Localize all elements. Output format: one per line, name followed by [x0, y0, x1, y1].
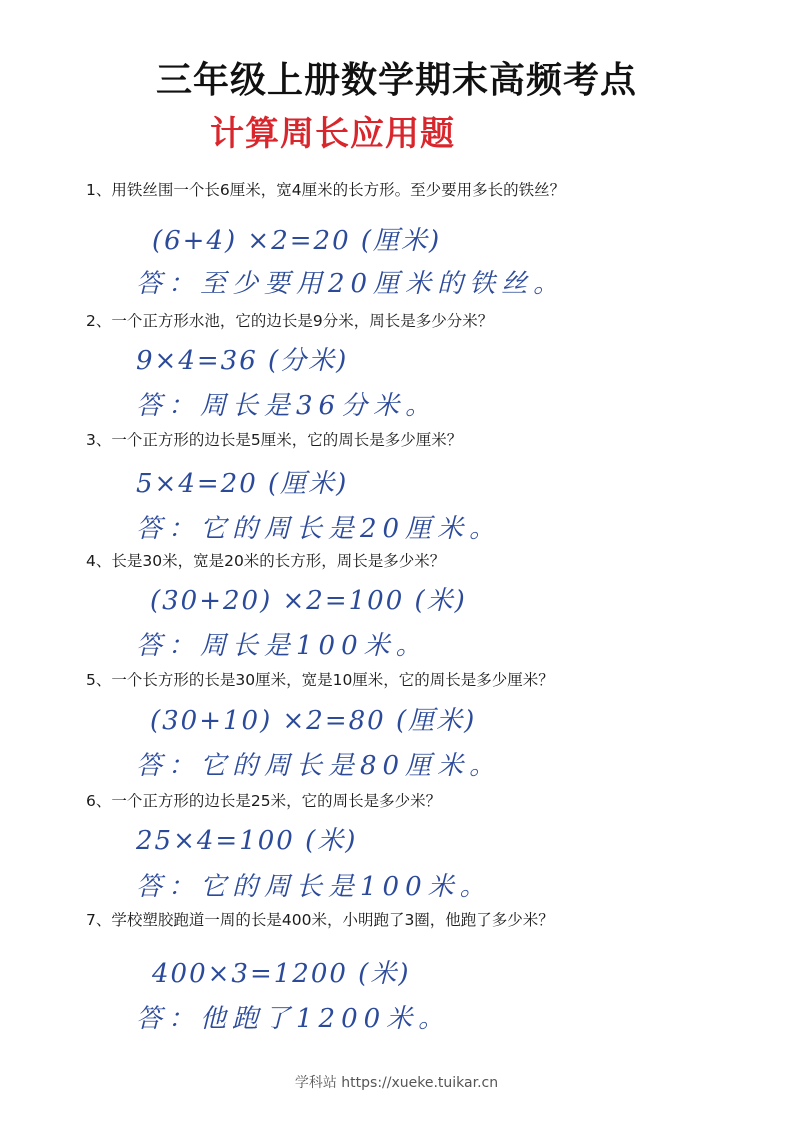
problem-2-question: 2、一个正方形水池，它的边长是9分米，周长是多少分米？	[86, 312, 494, 330]
problem-7-equation: 400×3=1200 (米)	[152, 959, 411, 989]
problem-4-equation: (30+20) ×2=100 (米)	[150, 586, 467, 616]
problem-6-question: 6、一个正方形的边长是25米，它的周长是多少米？	[86, 792, 442, 810]
problem-4-question: 4、长是30米，宽是20米的长方形，周长是多少米？	[86, 552, 446, 570]
problem-6-answer: 答：它的周长是100米。	[136, 872, 492, 902]
problem-2-answer: 答：周长是36分米。	[136, 391, 438, 421]
problem-6-equation: 25×4=100 (米)	[136, 826, 358, 856]
problem-7-question: 7、学校塑胶跑道一周的长是400米，小明跑了3圈，他跑了多少米？	[86, 911, 554, 929]
problem-7-answer: 答：他跑了1200米。	[136, 1004, 451, 1034]
problem-1-equation: (6+4) ×2=20 (厘米)	[152, 226, 442, 256]
problem-2-equation: 9×4=36 (分米)	[136, 346, 349, 376]
page-title: 三年级上册数学期末高频考点	[155, 59, 637, 101]
problem-3-equation: 5×4=20 (厘米)	[136, 469, 349, 499]
footer-watermark: 学科站 https://xueke.tuikar.cn	[294, 1075, 499, 1091]
problem-3-answer: 答：它的周长是20厘米。	[136, 514, 502, 544]
problem-5-equation: (30+10) ×2=80 (厘米)	[150, 706, 477, 736]
problem-1-answer: 答：至少要用20厘米的铁丝。	[136, 269, 566, 299]
problem-4-answer: 答：周长是100米。	[136, 631, 428, 661]
problem-1-question: 1、用铁丝围一个长6厘米，宽4厘米的长方形。至少要用多长的铁丝？	[86, 181, 566, 199]
problem-3-question: 3、一个正方形的边长是5厘米，它的周长是多少厘米？	[86, 431, 463, 449]
problem-5-question: 5、一个长方形的长是30厘米，宽是10厘米，它的周长是多少厘米？	[86, 671, 554, 689]
problem-5-answer: 答：它的周长是80厘米。	[136, 751, 502, 781]
page-subtitle: 计算周长应用题	[210, 114, 455, 154]
